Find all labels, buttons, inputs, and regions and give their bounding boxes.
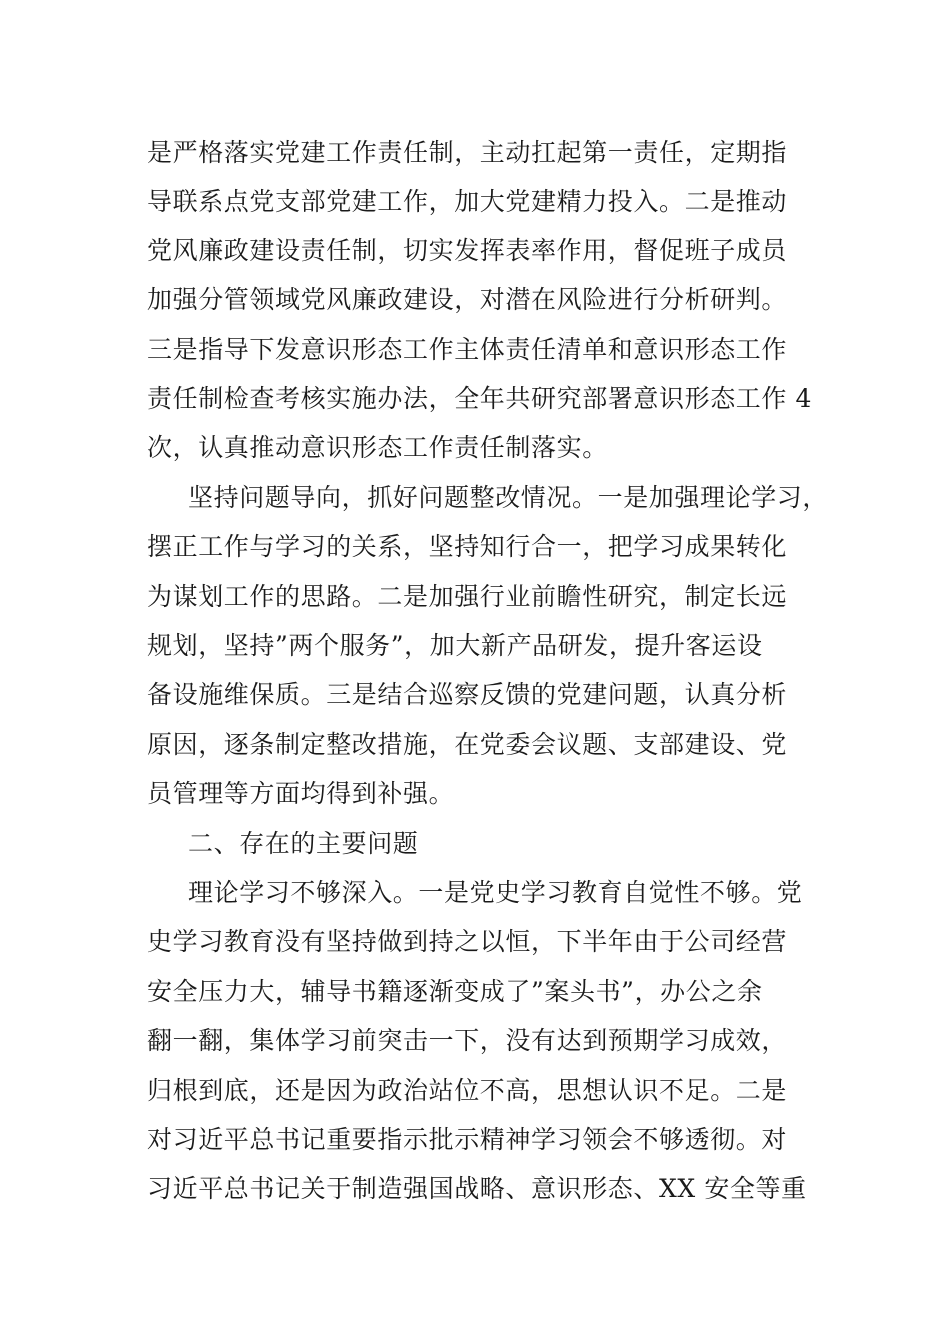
section-heading: 二、存在的主要问题	[188, 829, 419, 858]
paragraph-line: 摆正工作与学习的关系，坚持知行合一，把学习成果转化	[147, 532, 788, 561]
paragraph-line: 史学习教育没有坚持做到持之以恒，下半年由于公司经营	[147, 927, 788, 956]
paragraph-line: 是严格落实党建工作责任制，主动扛起第一责任，定期指	[147, 138, 788, 167]
paragraph-line: 三是指导下发意识形态工作主体责任清单和意识形态工作	[147, 335, 788, 364]
paragraph-line: 规划，坚持”两个服务”，加大新产品研发，提升客运设	[147, 631, 763, 660]
paragraph-first-line: 坚持问题导向，抓好问题整改情况。一是加强理论学习，	[188, 483, 829, 512]
paragraph-line: 员管理等方面均得到补强。	[147, 779, 455, 808]
paragraph-line: 导联系点党支部党建工作，加大党建精力投入。二是推动	[147, 187, 788, 216]
paragraph-line: 安全压力大，辅导书籍逐渐变成了”案头书”，办公之余	[147, 977, 763, 1006]
paragraph-line: 次，认真推动意识形态工作责任制落实。	[147, 433, 608, 462]
paragraph-line: 加强分管领域党风廉政建设，对潜在风险进行分析研判。	[147, 285, 788, 314]
paragraph-line: 对习近平总书记重要指示批示精神学习领会不够透彻。对	[147, 1125, 788, 1154]
paragraph-line: 党风廉政建设责任制，切实发挥表率作用，督促班子成员	[147, 236, 788, 265]
paragraph-line: 习近平总书记关于制造强国战略、意识形态、XX 安全等重	[147, 1174, 807, 1203]
paragraph-line: 备设施维保质。三是结合巡察反馈的党建问题，认真分析	[147, 680, 788, 709]
paragraph-line: 归根到底，还是因为政治站位不高，思想认识不足。二是	[147, 1076, 788, 1105]
paragraph-line: 翻一翻，集体学习前突击一下，没有达到预期学习成效，	[147, 1026, 788, 1055]
paragraph-first-line: 理论学习不够深入。一是党史学习教育自觉性不够。党	[188, 878, 803, 907]
paragraph-line: 为谋划工作的思路。二是加强行业前瞻性研究，制定长远	[147, 582, 788, 611]
paragraph-line: 原因，逐条制定整改措施，在党委会议题、支部建设、党	[147, 730, 788, 759]
paragraph-line: 责任制检查考核实施办法，全年共研究部署意识形态工作 4	[147, 384, 813, 413]
